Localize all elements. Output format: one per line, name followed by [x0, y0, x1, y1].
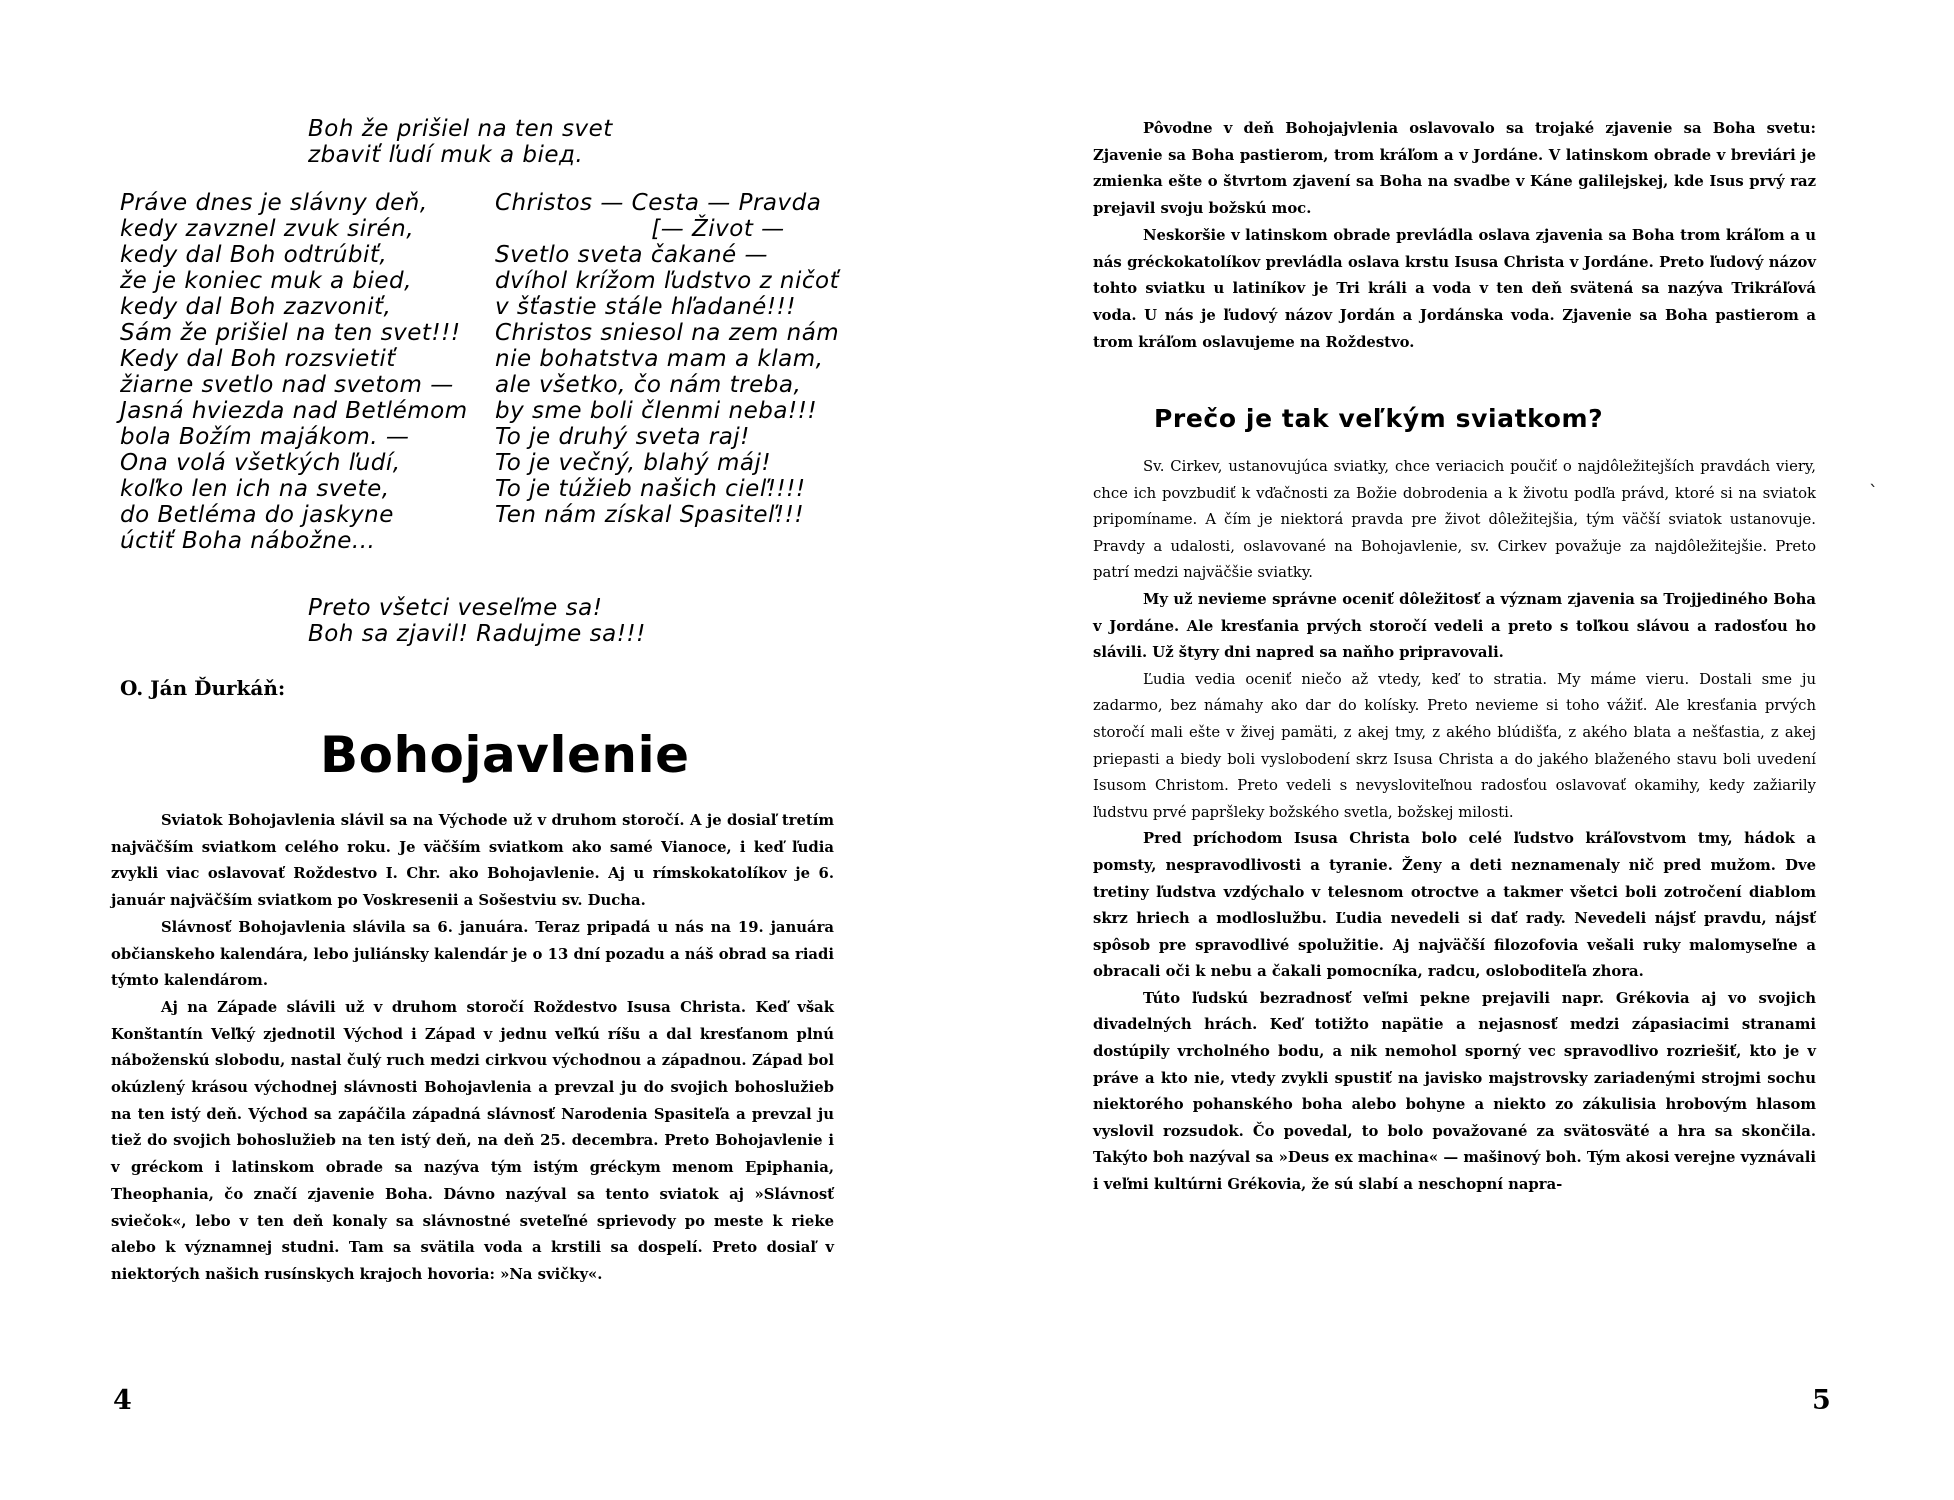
poem-outro	[308, 595, 646, 647]
poem-line: kedy dal Boh odtrúbiť,	[120, 242, 388, 268]
poem-intro	[308, 116, 613, 168]
poem-line: do Betléma do jaskyne	[120, 502, 394, 528]
right-page	[977, 0, 1954, 1500]
article-title: Bohojavlenie	[320, 726, 690, 784]
poem-line: Christos sniesol na zem nám	[495, 320, 840, 346]
poem-line: dvíhol krížom ľudstvo z ničoť	[495, 268, 840, 294]
poem-line: koľko len ich na svete,	[120, 476, 390, 502]
poem-column-right	[495, 190, 839, 528]
paragraph: Túto ľudskú bezradnosť veľmi pekne prejavili napr. Grékovia aj vo svojich divadelných hrách. Keď totižto napätie a nejasnosť medzi zápasiacimi stranami dostúpily vrcholného bodu, a nik nemohol sporný vec spravodlivo rozriešiť, kto je v práve a kto nie, vtedy zvykli spustiť na javisko majstrovsky zariadenými strojmi sochu niektorého pohanského boha alebo bohyne a niekto zo zákulisia hrobovým hlasom vyslovil rozsudok. Čo povedal, to bolo považované za svätosväté a hra sa skončila. Takýto boh nazýval sa »Deus ex machina« — mašinový boh. Tým akosi verejne vyznávali i veľmi kultúrni Grékovia, že sú slabí a neschopní napra-	[1093, 989, 1816, 1194]
paragraph: Pred príchodom Isusa Christa bolo celé ľudstvo kráľovstvom tmy, hádok a pomsty, nespravodlivosti a tyranie. Ženy a deti neznamenaly nič pred mužom. Dve tretiny ľudstva vzdýchalo v telesnom otroctve a takmer všetci boli zotročení diablom skrz hriech a modloslužbu. Ľudia nevedeli si dať rady. Nevedeli nájsť pravdu, nájsť spôsob pre spravodlivé spolužitie. Aj najväčší filozofovia vešali ruky malomyseľne a obracali oči k nebu a čakali pomocníka, radcu, osloboditeľa zhora.	[1093, 830, 1816, 981]
poem-line: To je večný, blahý máj!	[495, 450, 772, 476]
poem-line: Ten nám získal Spasiteľ!!!	[495, 502, 805, 528]
poem-line: žiarne svetlo nad svetom —	[120, 372, 454, 398]
poem-line: Svetlo sveta čakané —	[495, 242, 769, 268]
poem-line: Christos — Cesta — Pravda	[495, 190, 822, 216]
poem-line: by sme boli členmi neba!!!	[495, 398, 818, 424]
paragraph: Aj na Západe slávili už v druhom storočí Roždestvo Isusa Christa. Keď však Konštantín Veľký zjednotil Východ i Západ v jednu veľkú ríšu a dal kresťanom plnú náboženskú slobodu, nastal čulý ruch medzi cirkvou východnou a západnou. Západ bol okúzlený krásou východnej slávnosti Bohojavlenia a prevzal ju do svojich bohoslužieb na ten istý deň. Východ sa zapáčila západná slávnosť Narodenia Spasiteľa a prevzal ju tiež do svojich bohoslužieb na ten istý deň, na deň 25. decembra. Preto Bohojavlenie i v gréckom i latinskom obrade sa nazýva tým istým gréckym menom Epiphania, Theophania, čo značí zjavenie Boha. Dávno nazýval sa tento sviatok aj »Slávnosť sviečok«, lebo v ten deň konaly sa slávnostné sveteľné sprievody po meste k rieke alebo k významnej studni. Tam sa svätila voda a krstili sa dospelí. Preto dosiaľ v niektorých našich rusínskych krajoch hovoria: »Na svičky«.	[111, 998, 834, 1283]
poem-column-left	[120, 190, 468, 554]
poem-line: v šťastie stále hľadané!!!	[495, 294, 796, 320]
poem-line: Boh sa zjavil! Radujme sa!!!	[308, 621, 646, 647]
paragraph: Ľudia vedia oceniť niečo až vtedy, keď to stratia. My máme vieru. Dostali sme ju zadarmo, bez námahy ako dar do kolísky. Preto nevieme si toho vážiť. Ale kresťania prvých storočí mali ešte v živej pamäti, z akej tmy, z akého blúdišťa, z akého blata a nešťastia, z akej priepasti a biedy boli vyslobodení skrz Isusa Christa a do jakého blaženého stavu boli uvedení Isusom Christom. Preto vedeli s nevysloviteľnou radosťou oslavovať okamihy, kedy zažiarily ľudstvu prvé papršleky božského svetla, božskej milosti.	[1093, 670, 1816, 821]
poem-line: že je koniec muk a bied,	[120, 268, 412, 294]
poem-line: [— Život —	[495, 216, 785, 242]
section-heading: Prečo je tak veľkým sviatkom?	[1154, 404, 1604, 433]
poem-line: Kedy dal Boh rozsvietiť	[120, 346, 396, 372]
article-author: O. Ján Ďurkáň:	[120, 676, 286, 700]
poem-line: zbaviť ľudí muk a biед.	[308, 142, 584, 168]
poem-line: nie bohatstva mam a klam,	[495, 346, 824, 372]
poem-line: To je druhý sveta raj!	[495, 424, 750, 450]
stray-print-mark: `	[1869, 482, 1878, 503]
poem-line: Ona volá všetkých ľudí,	[120, 450, 401, 476]
paragraph: Sv. Cirkev, ustanovujúca sviatky, chce veriacich poučiť o najdôležitejších pravdách viery, chce ich povzbudiť k vďačnosti za Božie dobrodenia a k životu podľa právd, ktoré si na sviatok pripomíname. A čím je niektorá pravda pre život dôležitejšia, tým väčší sviatok ustanovuje. Pravdy a udalosti, oslavované na Bohojavlenie, sv. Cirkev považuje za najdôležitejšie. Preto patrí medzi najväčšie sviatky.	[1093, 458, 1816, 582]
paragraph: My už nevieme správne oceniť dôležitosť a význam zjavenia sa Trojjediného Boha v Jordáne. Ale kresťania prvých storočí vedeli a preto s toľkou slávou a radosťou ho slávili. Už štyry dni napred sa naňho pripravovali.	[1093, 590, 1816, 662]
article-body-right-top	[1093, 116, 1816, 356]
poem-line: úctiť Boha nábožne...	[120, 528, 376, 554]
paragraph: Neskoršie v latinskom obrade prevládla oslava zjavenia sa Boha trom kráľom a u nás gréckokatolíkov prevládla oslava krstu Isusa Christa v Jordáne. Preto ľudový názov tohto sviatku u latiníkov je Tri králi a voda v ten deň svätená sa nazýva Trikráľová voda. U nás je ľudový názov Jordán a Jordánska voda. Zjavenie sa Boha pastierom a trom kráľom oslavujeme na Roždestvo.	[1093, 226, 1816, 351]
paragraph: Sviatok Bohojavlenia slávil sa na Východe už v druhom storočí. A je dosiaľ tretím najväčším sviatkom celého roku. Je väčším sviatkom ako samé Vianoce, i keď ľudia zvykli viac oslavovať Roždestvo I. Chr. ako Bohojavlenie. Aj u rímskokatolíkov je 6. január najväčším sviatkom po Voskresenii a Sošestviu sv. Ducha.	[111, 812, 834, 910]
poem-line: kedy zavznel zvuk sirén,	[120, 216, 415, 242]
article-body-left	[111, 808, 834, 1289]
poem-line: kedy dal Boh zazvoniť,	[120, 294, 392, 320]
poem-line: To je túžieb našich cieľ!!!!	[495, 476, 806, 502]
poem-line: Jasná hviezda nad Betlémom	[120, 398, 468, 424]
paragraph: Pôvodne v deň Bohojajvlenia oslavovalo sa trojaké zjavenie sa Boha svetu: Zjavenie sa Boha pastierom, trom kráľom a v Jordáne. V latinskom obrade v breviári je zmienka ešte o štvrtom zjavení sa Boha na svadbe v Káne galilejskej, kde Isus prvý raz prejavil svoju božskú moc.	[1093, 120, 1816, 218]
paragraph: Slávnosť Bohojavlenia slávila sa 6. januára. Teraz pripadá u nás na 19. januára občianskeho kalendára, lebo juliánsky kalendár je o 13 dní pozadu a náš obrad sa riadi týmto kalendárom.	[111, 918, 834, 990]
poem-line: Boh že prišiel na ten svet	[308, 116, 613, 142]
article-body-right-bottom	[1093, 454, 1816, 1199]
poem-line: bola Božím majákom. —	[120, 424, 410, 450]
poem-line: ale všetko, čo nám treba,	[495, 372, 802, 398]
page-number: 5	[1812, 1385, 1831, 1416]
page-number: 4	[113, 1385, 132, 1416]
poem-line: Sám že prišiel na ten svet!!!	[120, 320, 461, 346]
poem-line: Práve dnes je slávny deň,	[120, 190, 428, 216]
poem-line: Preto všetci veseľme sa!	[308, 595, 603, 621]
